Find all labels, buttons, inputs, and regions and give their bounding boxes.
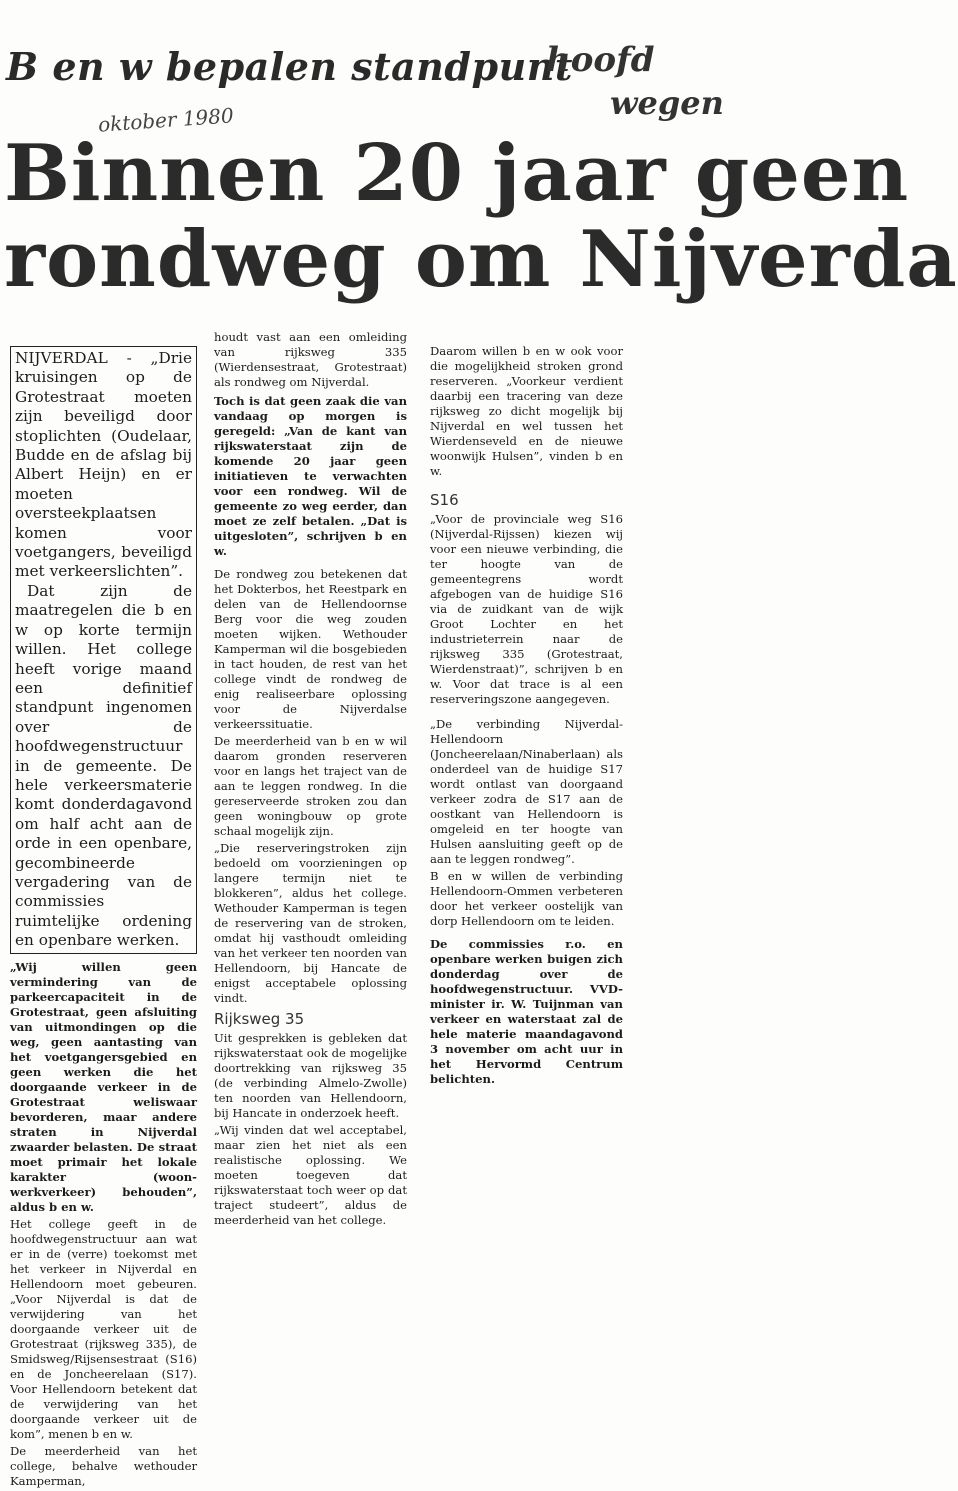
- section-heading-s16: S16: [430, 491, 459, 509]
- handwritten-note-wegen: wegen: [610, 84, 724, 122]
- intro-box: [10, 346, 197, 954]
- col3-paragraph-5: De commissies r.o. en openbare werken buigen zich donderdag over de hoofdwegenstructuur. VVD-minister ir. W. Tuijnman van verkeer en waterstaat zal de hele materie maandagavond 3 november om acht uur in het Hervormd Centrum belichten.: [430, 937, 623, 1086]
- col3-paragraph-1: Daarom willen b en w ook voor die mogelijkheid stroken grond reserveren. „Voorkeur verdient daarbij een tracering van deze rijksweg zo dicht mogelijk bij Nijverdal en wel tussen het Wierdenseveld en de nieuwe woonwijk Hulsen”, vinden b en w.: [430, 344, 623, 478]
- col2-paragraph-3: De rondweg zou betekenen dat het Dokterbos, het Reestpark en delen van de Hellendoornse Berg voor die weg zouden moeten wijken. Wethouder Kamperman wil die bosgebieden in tact houden, de rest van het college vindt de rondweg de enig realiseerbare oplossing voor de Nijverdalse verkeerssituatie.: [214, 567, 407, 731]
- col2-paragraph-2: Toch is dat geen zaak die van vandaag op morgen is geregeld: „Van de kant van rijkswaterstaat zijn de komende 20 jaar geen initiatieven te verwachten voor een rondweg. Wil de gemeente zo weg eerder, dan moet ze zelf betalen. „Dat is uitgesloten”, schrijven b en w.: [214, 394, 407, 558]
- intro-paragraph-1: NIJVERDAL - „Drie kruisingen op de Grotestraat moeten zijn beveiligd door stoplichten (Oudelaar, Budde en de afslag bij Albert Heijn) en er moeten oversteekplaatsen komen voor voetgangers, beveiligd met verkeerslichten”.: [15, 349, 192, 581]
- col2-paragraph-6: Uit gesprekken is gebleken dat rijkswaterstaat ook de mogelijke doortrekking van rijksweg 35 (de verbinding Almelo-Zwolle) ten noorden van Hellendoorn, bij Hancate in onderzoek heeft.: [214, 1031, 407, 1120]
- body-paragraph-2: De meerderheid van het college, behalve wethouder Kamperman,: [10, 1443, 197, 1488]
- col3-paragraph-4: B en w willen de verbinding Hellendoorn-Ommen verbeteren door het verkeer oostelijk van dorp Hellendoorn om te leiden.: [430, 869, 623, 928]
- col2-paragraph-4: De meerderheid van b en w wil daarom gronden reserveren voor en langs het traject van de aan te leggen rondweg. In die gereserveerde stroken zou dan geen woningbouw op grote schaal mogelijk zijn.: [214, 734, 407, 838]
- col2-paragraph-7: „Wij vinden dat wel acceptabel, maar zien het niet als een realistische oplossing. We moeten toegeven dat rijkswaterstaat toch weer op dat traject studeert”, aldus de meerderheid van het college.: [214, 1123, 407, 1227]
- intro-paragraph-2: Dat zijn de maatregelen die b en w op korte termijn willen. Het college heeft vorige maand een definitief standpunt ingenomen over de hoofdwegenstructuur in de gemeente. De hele verkeersmaterie komt donderdagavond om half acht aan de orde in een openbare, gecombineerde vergadering van de commissies ruimtelijke ordening en openbare werken.: [15, 581, 192, 950]
- headline-line-2: rondweg om Nijverda: [4, 214, 958, 305]
- kicker-line: B en w bepalen standpunt: [6, 44, 573, 89]
- col3-paragraph-3: „De verbinding Nijverdal-Hellendoorn (Joncheerelaan/Ninaberlaan) als onderdeel van de huidige S17 wordt ontlast van doorgaand verkeer zodra de S17 aan de oostkant van Hellendoorn is omgeleid en ter hoogte van Hulsen aansluiting geeft op de aan te leggen rondweg”.: [430, 717, 623, 866]
- body-paragraph-1: Het college geeft in de hoofdwegenstructuur aan wat er in de (verre) toekomst met het verkeer in Nijverdal en Hellendoorn moet gebeuren. „Voor Nijverdal is dat de verwijdering van het doorgaande verkeer uit de Grotestraat (rijksweg 335), de Smidsweg/Rijsensestraat (S16) en de Joncheerelaan (S17). Voor Hellendoorn betekent dat de verwijdering van het doorgaande verkeer uit de kom”, menen b en w.: [10, 1216, 197, 1441]
- article-column-2: [214, 330, 407, 1230]
- col3-paragraph-2: „Voor de provinciale weg S16 (Nijverdal-Rijssen) kiezen wij voor een nieuwe verbinding, die ter hoogte van de gemeentegrens wordt afgebogen van de huidige S16 via de zuidkant van de wijk Groot Lochter en het industrieterrein naar de rijksweg 335 (Grotestraat, Wierdenstraat)”, schrijven b en w. Voor dat trace is al een reserveringszone aangegeven.: [430, 512, 623, 706]
- headline-line-1: Binnen 20 jaar geen: [4, 128, 910, 219]
- col2-paragraph-5: „Die reserveringstroken zijn bedoeld om voorzieningen op langere termijn niet te blokkeren”, aldus het college. Wethouder Kamperman is tegen de reservering van de stroken, omdat hij vasthoudt omleiding van het verkeer ten noorden van Hellendoorn, bij Hancate de enigst acceptabele oplossing vindt.: [214, 841, 407, 1005]
- article-column-1: [10, 344, 197, 1491]
- handwritten-date: oktober 1980: [97, 103, 235, 137]
- col2-paragraph-1: houdt vast aan een omleiding van rijksweg 335 (Wierdensestraat, Grotestraat) als rondweg om Nijverdal.: [214, 330, 407, 389]
- article-column-3: [430, 344, 623, 1089]
- section-heading-rijksweg-35: Rijksweg 35: [214, 1010, 305, 1028]
- quote-paragraph: „Wij willen geen vermindering van de parkeercapaciteit in de Grotestraat, geen afsluiting van uitmondingen op die weg, geen aantasting van het voetgangersgebied en geen werken die het doorgaande verkeer in de Grotestraat weliswaar bevorderen, maar andere straten in Nijverdal zwaarder belasten. De straat moet primair het lokale karakter (woon-werkverkeer) behouden”, aldus b en w.: [10, 959, 197, 1214]
- handwritten-note-hoofd: hoofd: [546, 40, 655, 80]
